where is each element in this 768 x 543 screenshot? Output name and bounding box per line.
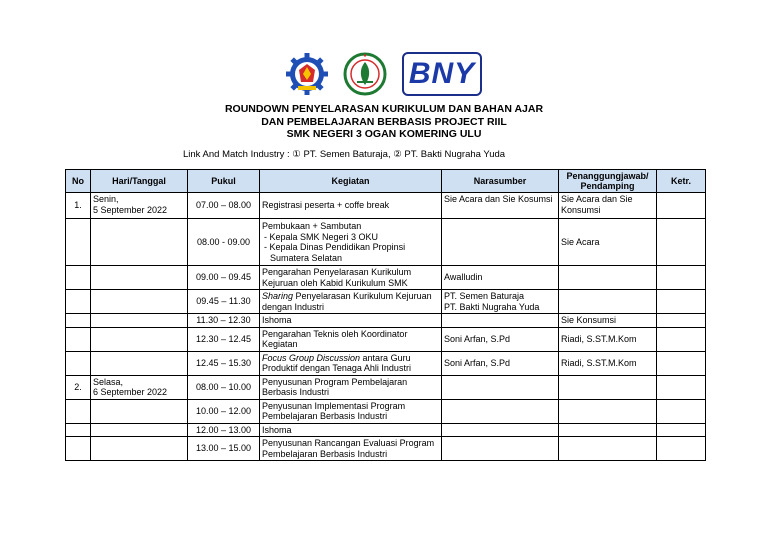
table-row	[66, 437, 706, 461]
cell-tanggal	[91, 375, 188, 399]
cell-no: 1.	[66, 193, 91, 219]
cell-kegiatan	[260, 351, 442, 375]
cell-pukul: 12.00 – 13.00	[188, 423, 260, 437]
cell-ket	[657, 375, 706, 399]
cell-tanggal	[91, 193, 188, 219]
cell-pukul: 10.00 – 12.00	[188, 399, 260, 423]
cell-kegiatan: Penyusunan Implementasi Program Pembelajaran Berbasis Industri	[260, 399, 442, 423]
cell-tanggal	[91, 314, 188, 328]
cell-narasumber	[442, 290, 559, 314]
cell-pukul: 09.45 – 11.30	[188, 290, 260, 314]
header-no: No	[66, 170, 91, 193]
cell-pendamping: Sie Acara dan Sie Konsumsi	[559, 193, 657, 219]
cell-no	[66, 290, 91, 314]
cell-no	[66, 219, 91, 266]
title-line-1: ROUNDOWN PENYELARASAN KURIKULUM DAN BAHAN AJAR	[224, 103, 544, 115]
cell-tanggal	[91, 399, 188, 423]
cell-no	[66, 399, 91, 423]
cell-pukul: 08.00 – 10.00	[188, 375, 260, 399]
kegiatan-list	[262, 232, 439, 264]
link-and-match-line: Link And Match Industry : ① PT. Semen Baturaja, ② PT. Bakti Nugraha Yuda	[183, 149, 506, 160]
table-row	[66, 266, 706, 290]
cell-pendamping	[559, 423, 657, 437]
table-row	[66, 399, 706, 423]
kegiatan-heading: Pembukaan + Sambutan	[262, 221, 362, 231]
cell-pendamping	[559, 399, 657, 423]
table-row	[66, 290, 706, 314]
cell-pendamping	[559, 290, 657, 314]
document-title	[0, 103, 768, 141]
cell-narasumber	[442, 399, 559, 423]
list-item: - Kepala Dinas Pendidikan Propinsi Sumatera Selatan	[264, 242, 406, 263]
cell-pendamping: Riadi, S.ST.M.Kom	[559, 351, 657, 375]
cell-tanggal	[91, 351, 188, 375]
cell-kegiatan: Pengarahan Teknis oleh Koordinator Kegiatan	[260, 327, 442, 351]
cell-ket	[657, 314, 706, 328]
cell-kegiatan: Penyusunan Rancangan Evaluasi Program Pembelajaran Berbasis Industri	[260, 437, 442, 461]
semen-baturaja-logo	[343, 52, 387, 96]
cell-tanggal	[91, 290, 188, 314]
cell-no	[66, 423, 91, 437]
kegiatan-italic: Focus Group Discussion	[262, 352, 361, 363]
title-line-2: DAN PEMBELAJARAN BERBASIS PROJECT RIIL	[261, 115, 507, 128]
header-pendamping: Penanggungjawab/ Pendamping	[559, 170, 657, 193]
cell-pukul: 12.30 – 12.45	[188, 327, 260, 351]
cell-no	[66, 314, 91, 328]
bny-logo	[402, 52, 482, 96]
cell-ket	[657, 266, 706, 290]
narasumber-line-2: PT. Bakti Nugraha Yuda	[444, 301, 540, 312]
cell-narasumber	[442, 219, 559, 266]
table-row	[66, 423, 706, 437]
cell-no	[66, 327, 91, 351]
cell-narasumber	[442, 314, 559, 328]
cell-narasumber	[442, 437, 559, 461]
cell-ket	[657, 219, 706, 266]
cell-ket	[657, 351, 706, 375]
cell-ket	[657, 437, 706, 461]
cell-pendamping: Sie Acara	[559, 219, 657, 266]
kabupaten-emblem-logo	[285, 52, 329, 96]
cell-ket	[657, 399, 706, 423]
cell-no	[66, 266, 91, 290]
table-row	[66, 375, 706, 399]
cell-tanggal-date: 5 September 2022	[93, 204, 168, 215]
rundown-table	[65, 169, 706, 461]
cell-ket	[657, 423, 706, 437]
cell-tanggal-day: Selasa,	[93, 376, 124, 387]
cell-ket	[657, 327, 706, 351]
table-header-row	[66, 170, 706, 193]
cell-kegiatan: Ishoma	[260, 314, 442, 328]
cell-tanggal	[91, 327, 188, 351]
cell-ket	[657, 290, 706, 314]
cell-tanggal	[91, 266, 188, 290]
cell-tanggal	[91, 423, 188, 437]
header-pukul: Pukul	[188, 170, 260, 193]
cell-pendamping	[559, 437, 657, 461]
bny-logo-text: BNY	[402, 52, 482, 96]
cell-narasumber	[442, 423, 559, 437]
cell-kegiatan: Registrasi peserta + coffe break	[260, 193, 442, 219]
cell-kegiatan: Penyusunan Program Pembelajaran Berbasis Industri	[260, 375, 442, 399]
cell-kegiatan: Pengarahan Penyelarasan Kurikulum Kejuruan oleh Kabid Kurikulum SMK	[260, 266, 442, 290]
cell-kegiatan	[260, 219, 442, 266]
cell-pukul: 07.00 – 08.00	[188, 193, 260, 219]
cell-tanggal	[91, 219, 188, 266]
header-kegiatan: Kegiatan	[260, 170, 442, 193]
table-row	[66, 314, 706, 328]
cell-tanggal-date: 6 September 2022	[93, 387, 168, 397]
header-tanggal: Hari/Tanggal	[91, 170, 188, 193]
cell-narasumber: Awalludin	[442, 266, 559, 290]
cell-narasumber: Sie Acara dan Sie Kosumsi	[442, 193, 559, 219]
cell-ket	[657, 193, 706, 219]
cell-pukul: 09.00 – 09.45	[188, 266, 260, 290]
table-row	[66, 193, 706, 219]
logo-bar	[0, 52, 768, 98]
cell-no: 2.	[66, 375, 91, 399]
kegiatan-italic: Sharing	[262, 291, 294, 301]
cell-kegiatan	[260, 290, 442, 314]
cell-pukul: 12.45 – 15.30	[188, 351, 260, 375]
cell-narasumber: Soni Arfan, S.Pd	[442, 351, 559, 375]
table-row	[66, 219, 706, 266]
list-item: - Kepala SMK Negeri 3 OKU	[264, 231, 379, 242]
cell-pendamping	[559, 266, 657, 290]
cell-pendamping: Sie Konsumsi	[559, 314, 657, 328]
kegiatan-rest: antara Guru Produktif dengan Tenaga Ahli Industri	[262, 352, 411, 373]
cell-narasumber: Soni Arfan, S.Pd	[442, 327, 559, 351]
cell-pendamping	[559, 375, 657, 399]
cell-pendamping: Riadi, S.ST.M.Kom	[559, 327, 657, 351]
cell-no	[66, 437, 91, 461]
cell-pukul: 13.00 – 15.00	[188, 437, 260, 461]
cell-tanggal-day: Senin,	[93, 194, 119, 204]
header-narasumber: Narasumber	[442, 170, 559, 193]
narasumber-line-1: PT. Semen Baturaja	[444, 291, 525, 301]
table-row	[66, 351, 706, 375]
kegiatan-rest: Penyelarasan Kurikulum Kejuruan dengan Industri	[262, 291, 432, 312]
cell-pukul: 11.30 – 12.30	[188, 314, 260, 328]
title-line-3: SMK NEGERI 3 OGAN KOMERING ULU	[286, 128, 482, 140]
cell-kegiatan: Ishoma	[260, 423, 442, 437]
cell-tanggal	[91, 437, 188, 461]
cell-pukul: 08.00 - 09.00	[188, 219, 260, 266]
cell-no	[66, 351, 91, 375]
header-ket: Ketr.	[657, 170, 706, 193]
table-row	[66, 327, 706, 351]
cell-narasumber	[442, 375, 559, 399]
